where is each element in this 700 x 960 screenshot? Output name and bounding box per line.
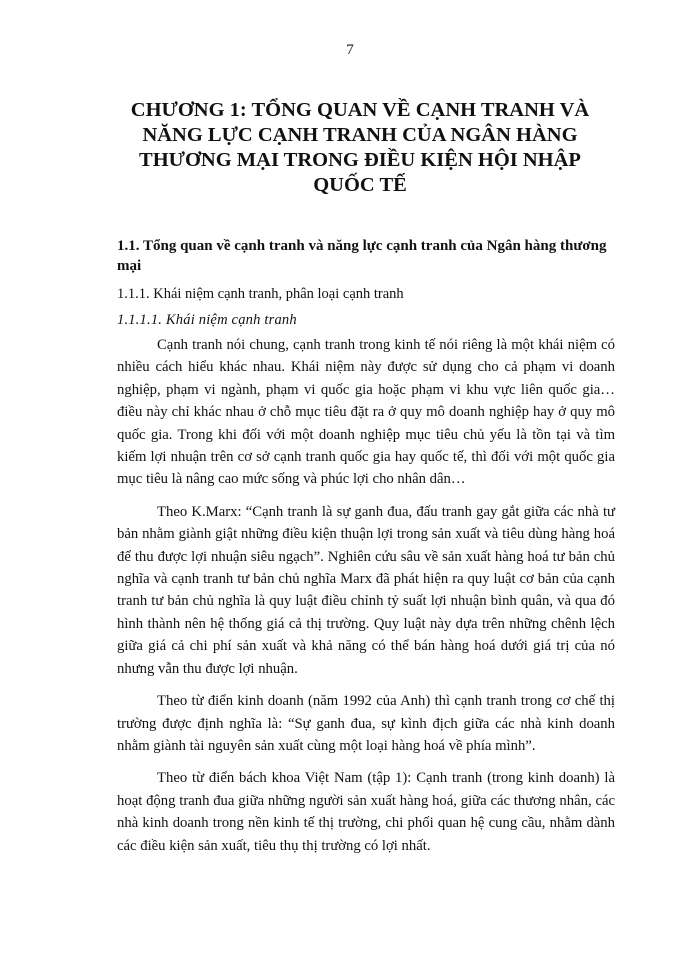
section-heading: 1.1. Tổng quan về cạnh tranh và năng lực cạnh tranh của Ngân hàng thương mại: [117, 238, 607, 274]
chapter-title: CHƯƠNG 1: TỔNG QUAN VỀ CẠNH TRANH VÀ NĂNG LỰC CẠNH TRANH CỦA NGÂN HÀNG THƯƠNG MẠI TRONG ĐIỀU KIỆN HỘI NHẬP QUỐC TẾ: [130, 99, 590, 196]
paragraph-encyclopedia: Theo từ điển bách khoa Việt Nam (tập 1): Cạnh tranh (trong kinh doanh) là hoạt động tranh đua giữa những người sản xuất hàng hoá, giữa các thương nhân, các nhà kinh doanh trong nền kinh tế thị trường, chi phối quan hệ cung cầu, nhằm dành các điều kiện sản xuất, tiêu thụ thị trường có lợi nhất.: [117, 770, 615, 854]
subsection-heading: 1.1.1. Khái niệm cạnh tranh, phân loại cạnh tranh: [117, 286, 404, 302]
page-number: 7: [346, 42, 354, 58]
paragraph-marx: Theo K.Marx: “Cạnh tranh là sự ganh đua, đấu tranh gay gắt giữa các nhà tư bản nhằm giành giật những điều kiện thuận lợi trong sản xuất và tiêu dùng hàng hoá để thu được lợi nhuận siêu ngạch”. Nghiên cứu sâu về sản xuất hàng hoá tư bản chủ nghĩa và cạnh tranh tư bản chủ nghĩa Marx đã phát hiện ra quy luật cơ bản của cạnh tranh tư bản chủ nghĩa là quy luật điều chỉnh tỷ suất lợi nhuận bình quân, và qua đó hình thành nên hệ thống giá cả thị trường. Quy luật này dựa trên những chênh lệch giữa giá cả chi phí sản xuất và khả năng có thể bán hàng hoá dưới giá trị của nó nhưng vẫn thu được lợi nhuận.: [117, 503, 615, 677]
document-body: [117, 236, 615, 867]
subsubsection-heading: 1.1.1.1. Khái niệm cạnh tranh: [117, 312, 297, 328]
paragraph-business-dictionary: Theo từ điển kinh doanh (năm 1992 của Anh) thì cạnh tranh trong cơ chế thị trường được định nghĩa là: “Sự ganh đua, sự kình địch giữa các nhà kinh doanh nhằm giành tài nguyên sản xuất cùng một loại hàng hoá về phía mình”.: [117, 693, 615, 754]
paragraph-definition-intro: Cạnh tranh nói chung, cạnh tranh trong kinh tế nói riêng là một khái niệm có nhiều cách hiểu khác nhau. Khái niệm này được sử dụng cho cả phạm vi doanh nghiệp, phạm vi ngành, phạm vi quốc gia hoặc phạm vi khu vực liên quốc gia… điều này chỉ khác nhau ở chỗ mục tiêu đặt ra ở quy mô doanh nghiệp hay ở quy mô quốc gia. Trong khi đối với một doanh nghiệp mục tiêu chủ yếu là tồn tại và tìm kiếm lợi nhuận trên cơ sở cạnh tranh quốc gia hay quốc tế, thì đối với một quốc gia mục tiêu là nâng cao mức sống và phúc lợi cho nhân dân…: [117, 337, 615, 488]
